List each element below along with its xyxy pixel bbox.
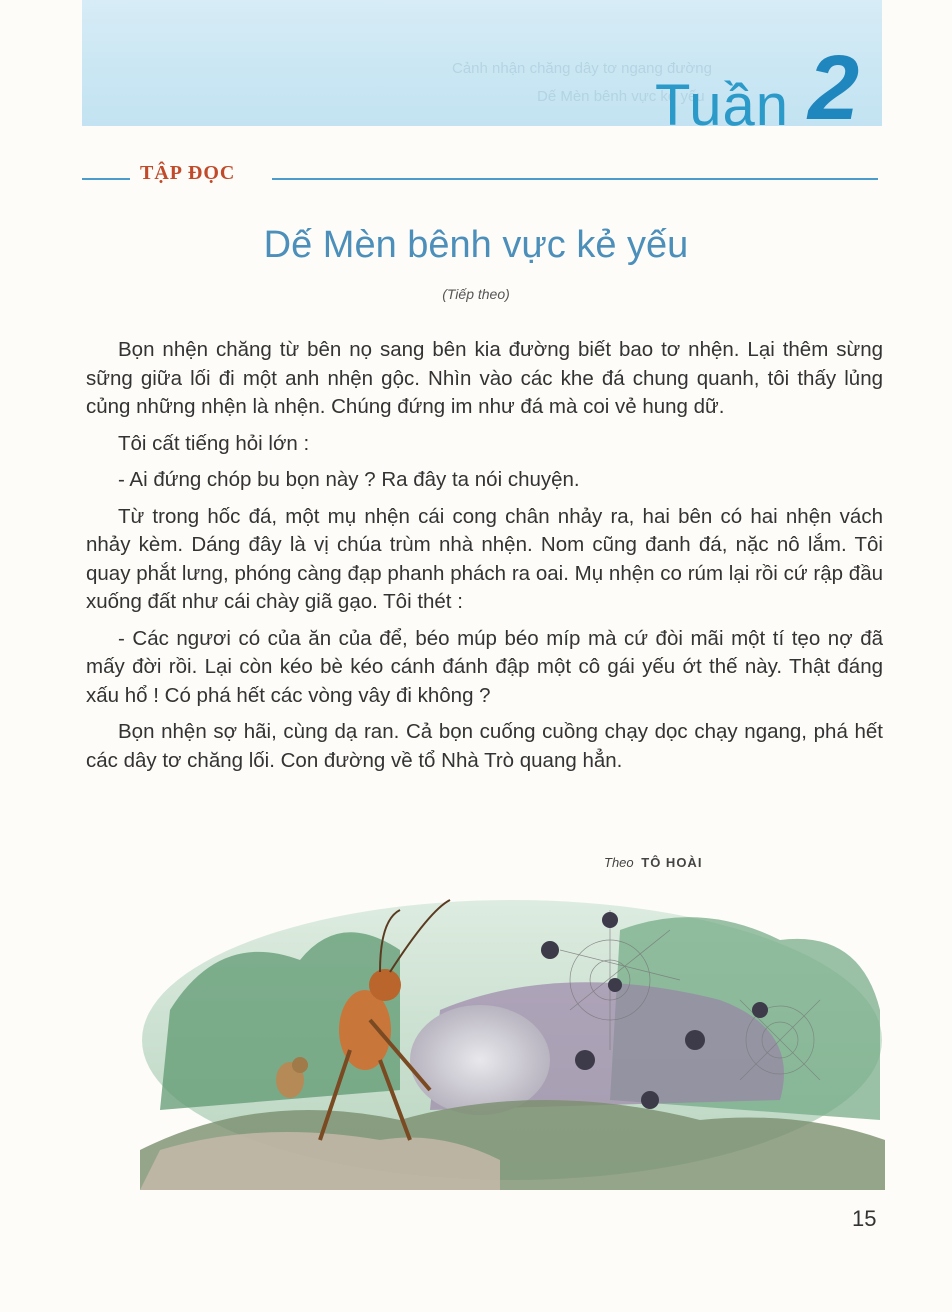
section-header	[82, 160, 878, 190]
lesson-title: Dế Mèn bênh vực kẻ yếu	[263, 224, 689, 266]
cave-rock	[410, 1005, 550, 1115]
attribution-prefix: Theo	[604, 855, 634, 870]
paragraph: - Ai đứng chóp bu bọn này ? Ra đây ta nói chuyện.	[118, 468, 580, 491]
author-name: TÔ HOÀI	[641, 855, 703, 870]
attribution	[604, 855, 702, 870]
faded-banner-text-2: Dế Mèn bênh vực kẻ yếu	[537, 88, 705, 105]
paragraph: Tôi cất tiếng hỏi lớn :	[118, 431, 310, 455]
paragraph: Bọn nhện sợ hãi, cùng dạ ran. Cả bọn cuống cuồng chạy dọc chạy ngang, phá hết các dây tơ chăng lối. Con đường về tổ Nhà Trò quang hẳn.	[86, 720, 883, 772]
story-illustration	[140, 890, 885, 1190]
paragraph: Từ trong hốc đá, một mụ nhện cái cong chân nhảy ra, hai bên có hai nhện vách nhảy kèm. Dáng đây là vị chúa trùm nhà nhện. Nom cũng đanh đá, nặc nô lắm. Tôi quay phắt lưng, phóng càng đạp phanh phách ra oai. Mụ nhện co rúm lại rồi cứ rập đầu xuống đất như cái chày giã gạo. Tôi thét :	[86, 504, 883, 613]
paragraph: Bọn nhện chăng từ bên nọ sang bên kia đường biết bao tơ nhện. Lại thêm sừng sững giữa lối đi một anh nhện gộc. Nhìn vào các khe đá chung quanh, tôi thấy lủng củng những nhện là nhện. Chúng đứng im như đá mà coi vẻ hung dữ.	[86, 338, 883, 418]
lesson-subtitle: (Tiếp theo)	[442, 286, 510, 302]
page-number: 15	[852, 1206, 877, 1231]
faded-banner-text-1: Cảnh nhận chăng dây tơ ngang đường	[452, 60, 712, 77]
section-label: TẬP ĐỌC	[140, 162, 236, 184]
lesson-body	[86, 336, 883, 783]
week-number: 2	[808, 37, 860, 139]
section-rule-right	[272, 178, 878, 180]
week-label: Tuần	[655, 73, 790, 138]
section-rule-left	[82, 178, 130, 180]
paragraph: - Các ngươi có của ăn của để, béo múp béo míp mà cứ đòi mãi một tí tẹo nợ đã mấy đời rồi. Lại còn kéo bè kéo cánh đánh đập một cô gái yếu ớt thế này. Thật đáng xấu hổ ! Có phá hết các vòng vây đi không ?	[86, 626, 883, 707]
